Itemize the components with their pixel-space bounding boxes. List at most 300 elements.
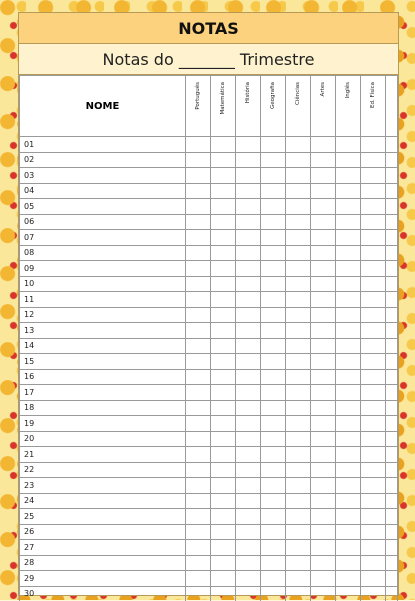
grade-cell[interactable] (236, 478, 261, 494)
grade-cell[interactable] (336, 323, 361, 339)
grade-cell[interactable] (211, 462, 236, 478)
grade-cell[interactable] (261, 292, 286, 308)
grade-cell[interactable] (236, 462, 261, 478)
grade-cell[interactable] (236, 137, 261, 153)
grade-cell[interactable] (286, 245, 311, 261)
grade-cell[interactable] (311, 400, 336, 416)
grade-cell[interactable] (386, 524, 398, 540)
grade-cell[interactable] (236, 416, 261, 432)
grade-cell[interactable] (261, 245, 286, 261)
grade-cell[interactable] (311, 431, 336, 447)
grade-cell[interactable] (286, 214, 311, 230)
grade-cell[interactable] (186, 416, 211, 432)
grade-cell[interactable] (186, 230, 211, 246)
grade-cell[interactable] (211, 261, 236, 277)
grade-cell[interactable] (336, 462, 361, 478)
grade-cell[interactable] (361, 509, 386, 525)
grade-cell[interactable] (386, 369, 398, 385)
grade-cell[interactable] (336, 369, 361, 385)
table-row (20, 245, 398, 261)
table-row (20, 230, 398, 246)
grade-cell[interactable] (186, 152, 211, 168)
grade-cell[interactable] (286, 478, 311, 494)
grade-cell[interactable] (236, 493, 261, 509)
grade-cell[interactable] (361, 261, 386, 277)
grade-cell[interactable] (336, 586, 361, 601)
grade-cell[interactable] (236, 555, 261, 571)
grade-cell[interactable] (261, 462, 286, 478)
grade-cell[interactable] (361, 493, 386, 509)
grade-cell[interactable] (211, 478, 236, 494)
grade-cell[interactable] (261, 416, 286, 432)
grade-cell[interactable] (286, 493, 311, 509)
grade-cell[interactable] (361, 571, 386, 587)
grade-cell[interactable] (361, 214, 386, 230)
grade-cell[interactable] (386, 509, 398, 525)
grade-cell[interactable] (211, 354, 236, 370)
grade-cell[interactable] (186, 509, 211, 525)
grade-cell[interactable] (286, 230, 311, 246)
grade-cell[interactable] (236, 338, 261, 354)
grade-cell[interactable] (386, 137, 398, 153)
grade-cell[interactable] (261, 478, 286, 494)
table-row (20, 586, 398, 601)
grade-cell[interactable] (286, 447, 311, 463)
grade-cell[interactable] (336, 385, 361, 401)
grade-cell[interactable] (336, 276, 361, 292)
grade-cell[interactable] (386, 555, 398, 571)
grade-cell[interactable] (361, 338, 386, 354)
student-number: 20 (20, 431, 186, 447)
grade-cell[interactable] (311, 214, 336, 230)
grade-cell[interactable] (236, 230, 261, 246)
grade-cell[interactable] (286, 509, 311, 525)
grade-cell[interactable] (336, 183, 361, 199)
table-row (20, 261, 398, 277)
grade-cell[interactable] (311, 509, 336, 525)
grade-cell[interactable] (211, 540, 236, 556)
grade-cell[interactable] (186, 462, 211, 478)
grade-cell[interactable] (311, 338, 336, 354)
grade-cell[interactable] (336, 400, 361, 416)
table-row (20, 292, 398, 308)
grade-cell[interactable] (386, 571, 398, 587)
grade-cell[interactable] (286, 431, 311, 447)
grade-cell[interactable] (236, 152, 261, 168)
grade-cell[interactable] (311, 369, 336, 385)
grade-cell[interactable] (236, 586, 261, 601)
grade-cell[interactable] (361, 354, 386, 370)
grade-cell[interactable] (336, 478, 361, 494)
grade-cell[interactable] (186, 447, 211, 463)
grade-cell[interactable] (261, 369, 286, 385)
grade-cell[interactable] (286, 586, 311, 601)
grade-cell[interactable] (236, 571, 261, 587)
grade-cell[interactable] (311, 261, 336, 277)
grade-cell[interactable] (311, 478, 336, 494)
grade-cell[interactable] (361, 183, 386, 199)
grade-cell[interactable] (211, 509, 236, 525)
grade-cell[interactable] (236, 400, 261, 416)
subject-header (311, 76, 336, 137)
grade-cell[interactable] (386, 245, 398, 261)
student-number: 23 (20, 478, 186, 494)
grade-cell[interactable] (186, 540, 211, 556)
grade-cell[interactable] (211, 276, 236, 292)
table-row (20, 462, 398, 478)
grade-cell[interactable] (261, 555, 286, 571)
grade-cell[interactable] (261, 493, 286, 509)
grade-cell[interactable] (386, 323, 398, 339)
grade-cell[interactable] (261, 168, 286, 184)
grade-cell[interactable] (361, 540, 386, 556)
grade-cell[interactable] (211, 292, 236, 308)
grade-cell[interactable] (261, 385, 286, 401)
grade-cell[interactable] (361, 524, 386, 540)
grade-cell[interactable] (186, 524, 211, 540)
grade-cell[interactable] (311, 540, 336, 556)
subject-header (336, 76, 361, 137)
grade-cell[interactable] (311, 152, 336, 168)
grade-cell[interactable] (386, 276, 398, 292)
grade-cell[interactable] (336, 214, 361, 230)
grade-cell[interactable] (186, 168, 211, 184)
grade-cell[interactable] (386, 462, 398, 478)
grade-cell[interactable] (361, 199, 386, 215)
grade-cell[interactable] (261, 152, 286, 168)
grade-cell[interactable] (211, 214, 236, 230)
grade-cell[interactable] (361, 447, 386, 463)
grade-cell[interactable] (261, 540, 286, 556)
grade-cell[interactable] (386, 385, 398, 401)
table-row (20, 431, 398, 447)
grade-cell[interactable] (236, 199, 261, 215)
grade-cell[interactable] (361, 431, 386, 447)
grade-cell[interactable] (311, 292, 336, 308)
grade-cell[interactable] (336, 307, 361, 323)
grade-cell[interactable] (361, 555, 386, 571)
grade-cell[interactable] (186, 214, 211, 230)
grade-cell[interactable] (336, 431, 361, 447)
grade-cell[interactable] (286, 416, 311, 432)
grade-cell[interactable] (311, 168, 336, 184)
grade-cell[interactable] (311, 323, 336, 339)
grade-cell[interactable] (211, 385, 236, 401)
grade-cell[interactable] (186, 555, 211, 571)
grade-cell[interactable] (286, 338, 311, 354)
grades-table (19, 75, 398, 601)
grade-cell[interactable] (386, 168, 398, 184)
subject-header-label: Geografia (270, 82, 276, 109)
grade-cell[interactable] (311, 416, 336, 432)
grade-cell[interactable] (361, 245, 386, 261)
table-row (20, 416, 398, 432)
grade-cell[interactable] (386, 400, 398, 416)
grade-cell[interactable] (386, 431, 398, 447)
grade-cell[interactable] (236, 369, 261, 385)
grade-cell[interactable] (211, 447, 236, 463)
grade-cell[interactable] (361, 416, 386, 432)
table-row (20, 555, 398, 571)
grade-cell[interactable] (336, 152, 361, 168)
subject-header-label: Português (195, 82, 201, 110)
grade-cell[interactable] (336, 137, 361, 153)
grade-cell[interactable] (186, 400, 211, 416)
grade-cell[interactable] (186, 586, 211, 601)
grade-cell[interactable] (211, 307, 236, 323)
grade-cell[interactable] (186, 307, 211, 323)
grade-cell[interactable] (386, 416, 398, 432)
grade-cell[interactable] (336, 168, 361, 184)
grade-cell[interactable] (386, 586, 398, 601)
grade-cell[interactable] (186, 261, 211, 277)
grade-cell[interactable] (386, 214, 398, 230)
grade-cell[interactable] (261, 400, 286, 416)
grade-cell[interactable] (211, 416, 236, 432)
grade-cell[interactable] (386, 354, 398, 370)
page-subtitle: Notas do _______ Trimestre (103, 50, 315, 69)
grade-cell[interactable] (286, 276, 311, 292)
grade-cell[interactable] (336, 555, 361, 571)
grade-cell[interactable] (236, 214, 261, 230)
grade-cell[interactable] (261, 524, 286, 540)
grade-cell[interactable] (386, 183, 398, 199)
grade-cell[interactable] (261, 447, 286, 463)
grade-cell[interactable] (186, 354, 211, 370)
grade-cell[interactable] (261, 509, 286, 525)
grade-cell[interactable] (211, 555, 236, 571)
grade-cell[interactable] (286, 571, 311, 587)
grade-cell[interactable] (386, 540, 398, 556)
grade-cell[interactable] (211, 168, 236, 184)
grade-cell[interactable] (211, 230, 236, 246)
grade-cell[interactable] (211, 369, 236, 385)
grade-cell[interactable] (386, 447, 398, 463)
grade-cell[interactable] (336, 540, 361, 556)
grade-cell[interactable] (186, 338, 211, 354)
grade-cell[interactable] (311, 571, 336, 587)
grade-cell[interactable] (286, 152, 311, 168)
grade-cell[interactable] (236, 261, 261, 277)
student-number: 02 (20, 152, 186, 168)
grade-cell[interactable] (361, 478, 386, 494)
table-row (20, 447, 398, 463)
grade-cell[interactable] (236, 385, 261, 401)
grade-cell[interactable] (236, 323, 261, 339)
grade-cell[interactable] (186, 137, 211, 153)
grade-cell[interactable] (261, 323, 286, 339)
grade-cell[interactable] (211, 137, 236, 153)
grade-cell[interactable] (361, 586, 386, 601)
grade-cell[interactable] (336, 230, 361, 246)
grade-cell[interactable] (261, 354, 286, 370)
grade-cell[interactable] (361, 462, 386, 478)
grade-cell[interactable] (211, 493, 236, 509)
grade-cell[interactable] (286, 261, 311, 277)
grade-cell[interactable] (286, 168, 311, 184)
grade-cell[interactable] (261, 586, 286, 601)
grade-cell[interactable] (236, 447, 261, 463)
grade-cell[interactable] (286, 462, 311, 478)
grade-cell[interactable] (211, 431, 236, 447)
grade-cell[interactable] (186, 571, 211, 587)
grade-cell[interactable] (361, 292, 386, 308)
grade-cell[interactable] (186, 199, 211, 215)
table-row (20, 323, 398, 339)
grade-cell[interactable] (236, 524, 261, 540)
grade-cell[interactable] (186, 431, 211, 447)
student-number: 18 (20, 400, 186, 416)
grade-cell[interactable] (336, 354, 361, 370)
grade-cell[interactable] (336, 509, 361, 525)
grade-cell[interactable] (386, 261, 398, 277)
grade-cell[interactable] (361, 152, 386, 168)
grade-cell[interactable] (386, 478, 398, 494)
grade-cell[interactable] (386, 493, 398, 509)
grade-cell[interactable] (311, 555, 336, 571)
grade-cell[interactable] (286, 137, 311, 153)
grade-cell[interactable] (386, 338, 398, 354)
grade-cell[interactable] (211, 400, 236, 416)
grade-cell[interactable] (211, 245, 236, 261)
grade-cell[interactable] (386, 230, 398, 246)
grade-cell[interactable] (236, 307, 261, 323)
grade-cell[interactable] (261, 183, 286, 199)
grade-cell[interactable] (186, 385, 211, 401)
table-row (20, 478, 398, 494)
subject-header (236, 76, 261, 137)
grade-cell[interactable] (236, 245, 261, 261)
grade-cell[interactable] (386, 152, 398, 168)
grade-cell[interactable] (311, 276, 336, 292)
subject-header (211, 76, 236, 137)
grade-cell[interactable] (286, 183, 311, 199)
grade-cell[interactable] (211, 338, 236, 354)
grade-cell[interactable] (311, 245, 336, 261)
subtitle-bar (19, 44, 398, 75)
grade-cell[interactable] (261, 261, 286, 277)
grade-cell[interactable] (286, 555, 311, 571)
grade-cell[interactable] (186, 183, 211, 199)
grade-cell[interactable] (286, 354, 311, 370)
grade-cell[interactable] (286, 524, 311, 540)
grade-cell[interactable] (186, 292, 211, 308)
grade-cell[interactable] (236, 431, 261, 447)
grade-cell[interactable] (336, 199, 361, 215)
grade-cell[interactable] (186, 276, 211, 292)
grade-cell[interactable] (261, 431, 286, 447)
grade-cell[interactable] (236, 276, 261, 292)
grade-cell[interactable] (361, 369, 386, 385)
grade-cell[interactable] (286, 369, 311, 385)
grade-cell[interactable] (336, 571, 361, 587)
grade-cell[interactable] (361, 168, 386, 184)
grade-cell[interactable] (186, 493, 211, 509)
table-row (20, 137, 398, 153)
grade-cell[interactable] (386, 292, 398, 308)
grade-cell[interactable] (311, 586, 336, 601)
grade-cell[interactable] (186, 323, 211, 339)
grade-cell[interactable] (236, 354, 261, 370)
grade-cell[interactable] (236, 183, 261, 199)
grade-cell[interactable] (311, 307, 336, 323)
grade-cell[interactable] (311, 447, 336, 463)
grade-cell[interactable] (336, 493, 361, 509)
grade-cell[interactable] (311, 462, 336, 478)
grade-cell[interactable] (336, 524, 361, 540)
table-row (20, 385, 398, 401)
table-row (20, 540, 398, 556)
grade-cell[interactable] (286, 292, 311, 308)
grade-cell[interactable] (336, 292, 361, 308)
grade-cell[interactable] (286, 323, 311, 339)
grade-cell[interactable] (361, 385, 386, 401)
grade-cell[interactable] (261, 307, 286, 323)
grade-cell[interactable] (261, 571, 286, 587)
grade-cell[interactable] (261, 137, 286, 153)
grade-cell[interactable] (386, 307, 398, 323)
grade-cell[interactable] (286, 307, 311, 323)
grade-cell[interactable] (261, 338, 286, 354)
grade-cell[interactable] (186, 369, 211, 385)
grade-cell[interactable] (236, 168, 261, 184)
grade-cell[interactable] (186, 478, 211, 494)
grade-cell[interactable] (311, 354, 336, 370)
grade-cell[interactable] (211, 152, 236, 168)
grade-cell[interactable] (336, 338, 361, 354)
grade-cell[interactable] (311, 199, 336, 215)
grade-cell[interactable] (361, 307, 386, 323)
page-title: NOTAS (178, 19, 239, 38)
grade-cell[interactable] (286, 385, 311, 401)
grade-cell[interactable] (361, 400, 386, 416)
grade-cell[interactable] (211, 323, 236, 339)
grade-cell[interactable] (311, 524, 336, 540)
grade-cell[interactable] (236, 509, 261, 525)
grade-cell[interactable] (336, 261, 361, 277)
grade-cell[interactable] (261, 276, 286, 292)
table-row (20, 524, 398, 540)
grade-cell[interactable] (336, 245, 361, 261)
grade-cell[interactable] (236, 540, 261, 556)
grade-cell[interactable] (261, 199, 286, 215)
grade-cell[interactable] (211, 183, 236, 199)
grade-cell[interactable] (261, 214, 286, 230)
grade-cell[interactable] (386, 199, 398, 215)
grade-cell[interactable] (336, 447, 361, 463)
grade-cell[interactable] (311, 137, 336, 153)
grade-cell[interactable] (286, 199, 311, 215)
grade-cell[interactable] (311, 230, 336, 246)
grade-cell[interactable] (211, 571, 236, 587)
grade-cell[interactable] (186, 245, 211, 261)
grade-cell[interactable] (261, 230, 286, 246)
grade-cell[interactable] (286, 540, 311, 556)
grade-cell[interactable] (211, 586, 236, 601)
grade-cell[interactable] (211, 524, 236, 540)
grade-cell[interactable] (361, 323, 386, 339)
grade-cell[interactable] (361, 137, 386, 153)
grade-cell[interactable] (311, 493, 336, 509)
grade-cell[interactable] (286, 400, 311, 416)
grade-cell[interactable] (311, 385, 336, 401)
grade-cell[interactable] (361, 230, 386, 246)
grade-cell[interactable] (236, 292, 261, 308)
grade-cell[interactable] (211, 199, 236, 215)
grade-cell[interactable] (336, 416, 361, 432)
grade-cell[interactable] (361, 276, 386, 292)
grade-cell[interactable] (311, 183, 336, 199)
